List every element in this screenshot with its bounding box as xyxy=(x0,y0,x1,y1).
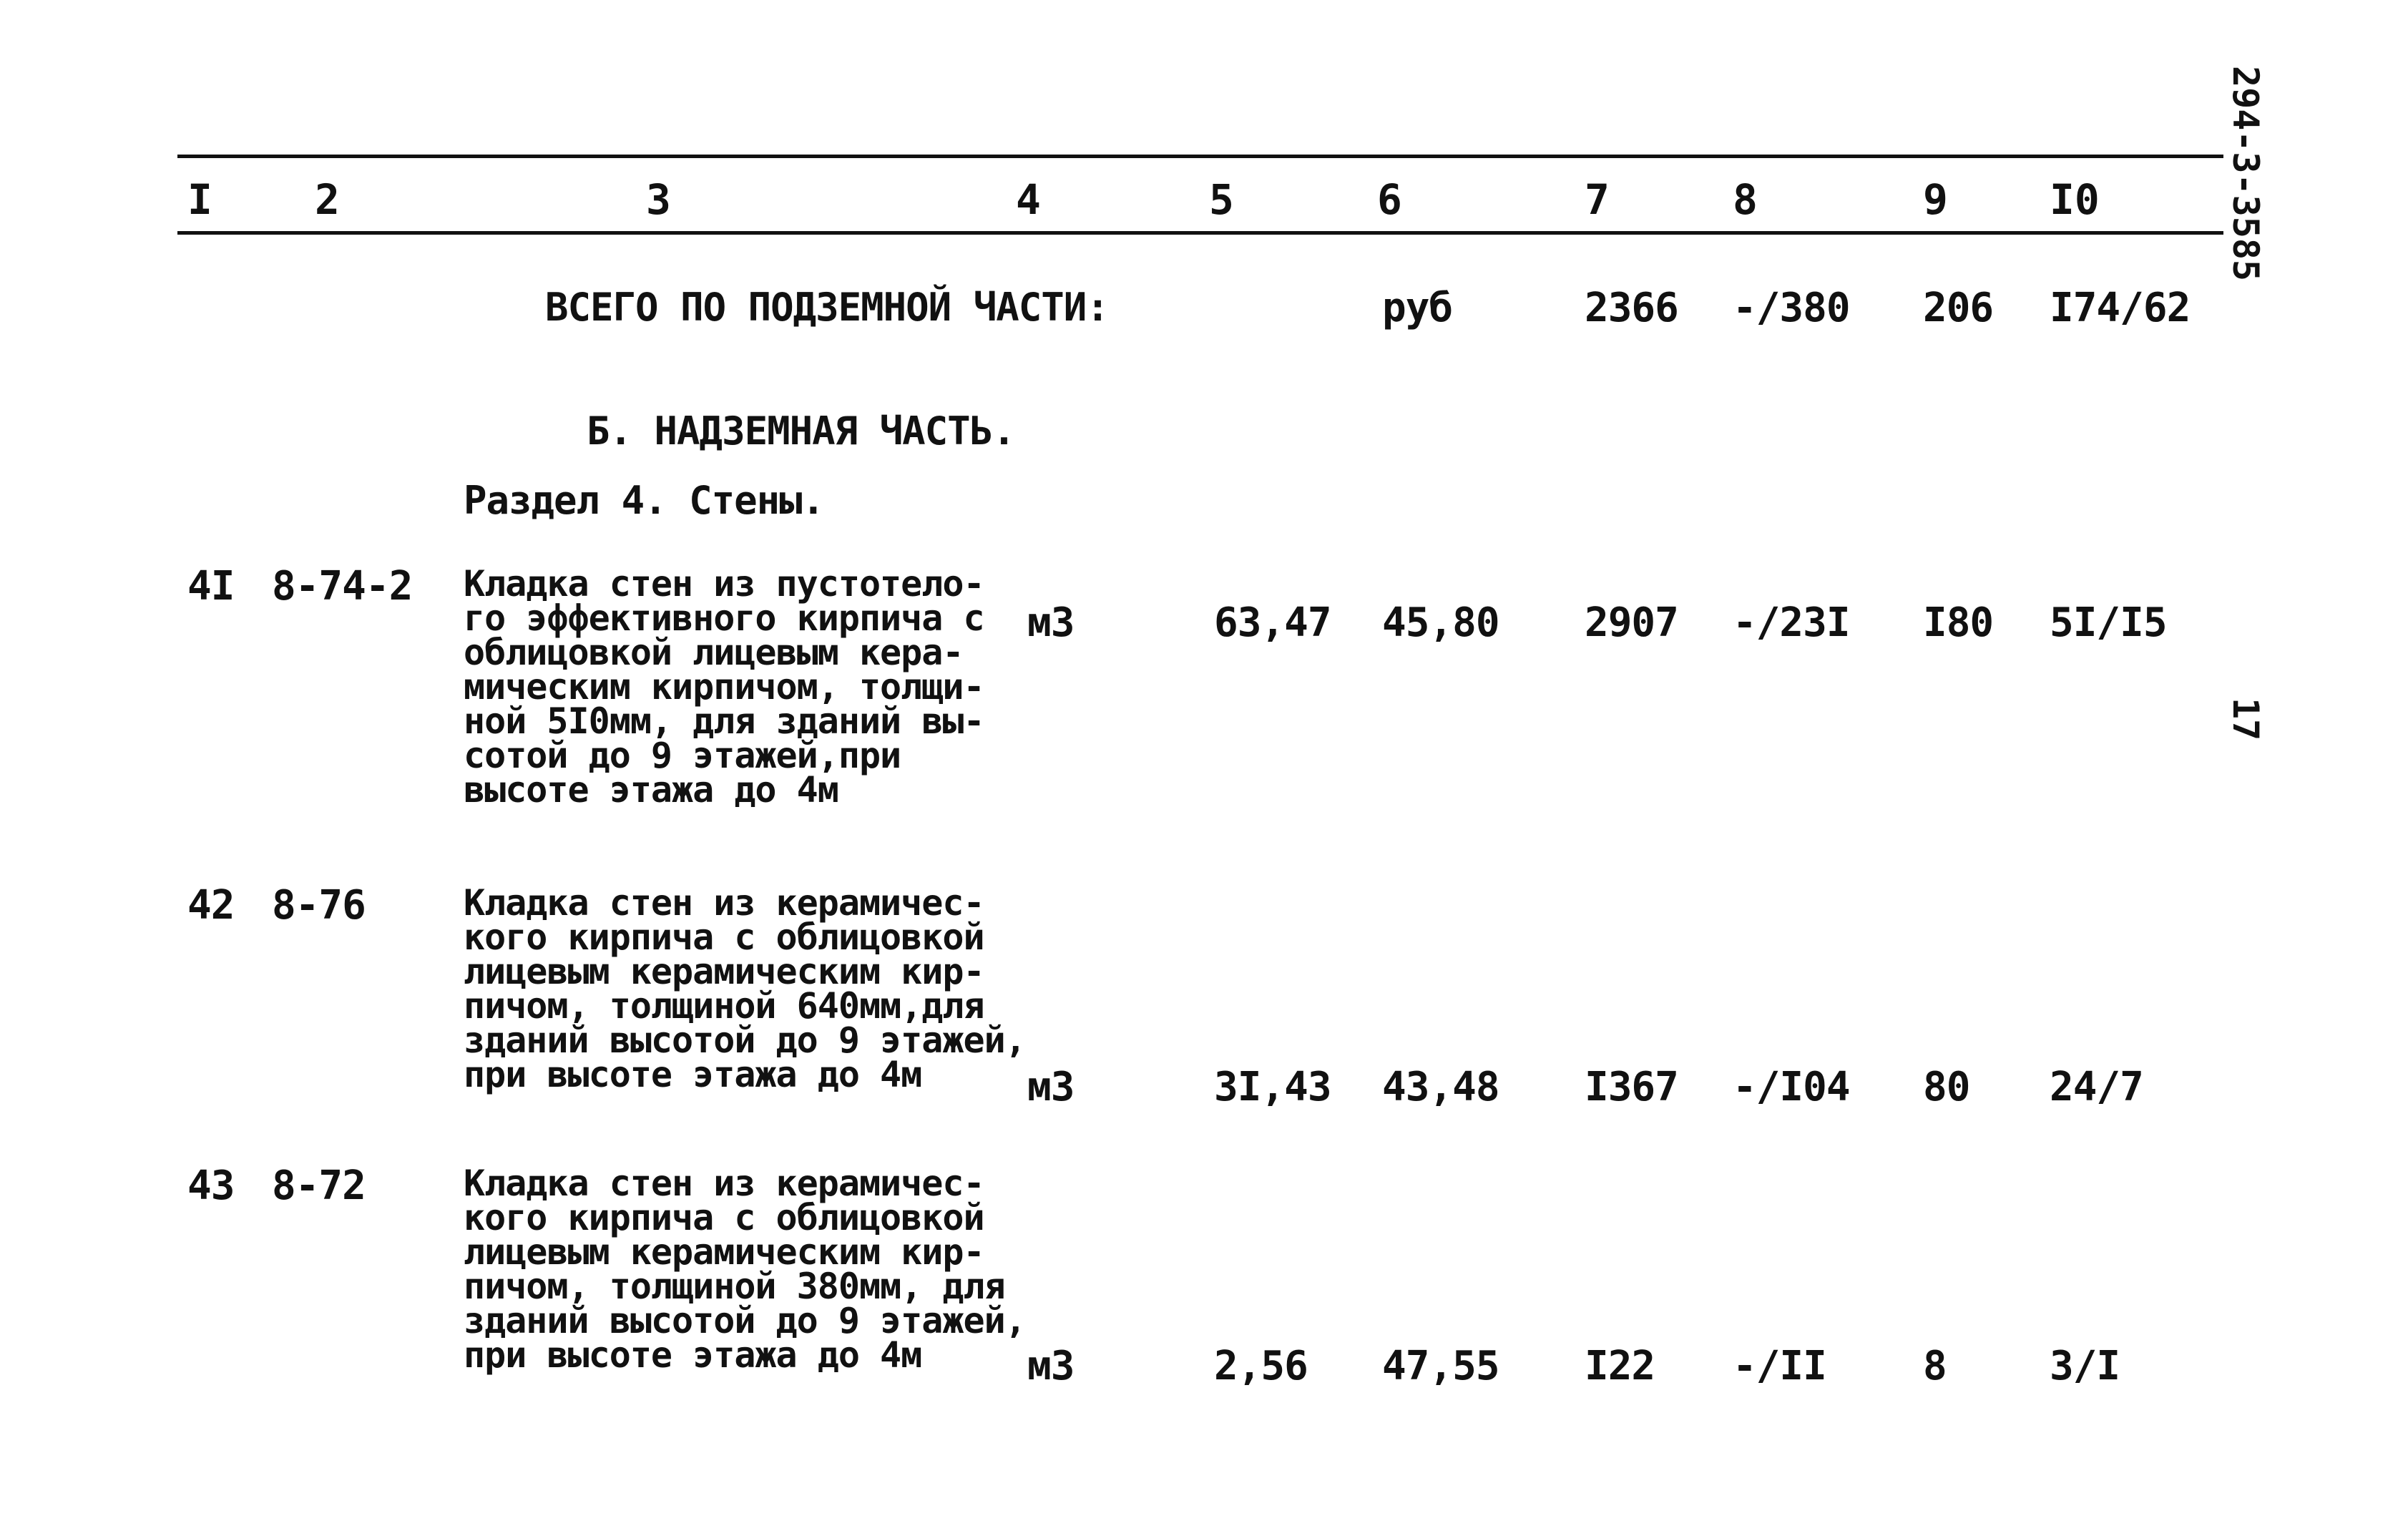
row-price: 45,80 xyxy=(1382,600,1499,646)
header-bottom-rule xyxy=(177,231,2223,235)
row-price: 43,48 xyxy=(1382,1064,1499,1110)
row-number: 42 xyxy=(187,882,235,929)
row-col8: -/I04 xyxy=(1733,1064,1850,1110)
row-total: I22 xyxy=(1585,1343,1655,1389)
row-col9: 8 xyxy=(1923,1343,1947,1389)
row-col9: 80 xyxy=(1923,1064,1970,1110)
row-col10: 5I/I5 xyxy=(2050,600,2167,646)
total-col9: 206 xyxy=(1923,285,1994,331)
total-col8: -/380 xyxy=(1733,285,1850,331)
row-unit: м3 xyxy=(1027,1343,1075,1389)
row-price: 47,55 xyxy=(1382,1343,1499,1389)
column-header-7: 7 xyxy=(1585,175,1610,224)
row-quantity: 63,47 xyxy=(1214,600,1331,646)
row-col10: 24/7 xyxy=(2050,1064,2143,1110)
row-number: 43 xyxy=(187,1163,235,1209)
page-number: 17 xyxy=(2225,698,2266,741)
row-description: Кладка стен из керамичес- кого кирпича с облицовкой лицевым керамическим кир- пичом, толщиной 640мм,для зданий высотой до 9 этажей, при высоте этажа до 4м xyxy=(464,882,1026,1095)
row-col9: I80 xyxy=(1923,600,1994,646)
row-unit: м3 xyxy=(1027,600,1075,646)
row-code: 8-72 xyxy=(272,1163,366,1209)
total-col7: 2366 xyxy=(1585,285,1678,331)
row-description: Кладка стен из керамичес- кого кирпича с облицовкой лицевым керамическим кир- пичом, толщиной 380мм, для зданий высотой до 9 этажей, при высоте этажа до 4м xyxy=(464,1163,1026,1376)
column-header-8: 8 xyxy=(1733,175,1758,224)
column-header-5: 5 xyxy=(1209,175,1234,224)
row-unit: м3 xyxy=(1027,1064,1075,1110)
document-code: 294-3-3585 xyxy=(2225,66,2266,282)
row-col8: -/23I xyxy=(1733,600,1850,646)
row-description: Кладка стен из пустотело- го эффективного кирпича с облицовкой лицевым кера- мическим кирпичом, толщи- ной 5I0мм, для зданий вы- сотой до 9 этажей,при высоте этажа до 4м xyxy=(464,563,984,811)
total-col10: I74/62 xyxy=(2050,285,2191,331)
row-total: 2907 xyxy=(1585,600,1678,646)
column-header-1: I xyxy=(187,175,212,224)
part-title: Б. НАДЗЕМНАЯ ЧАСТЬ. xyxy=(587,409,1015,454)
column-header-6: 6 xyxy=(1377,175,1402,224)
column-header-4: 4 xyxy=(1016,175,1041,224)
total-unit: руб xyxy=(1382,285,1453,331)
column-header-2: 2 xyxy=(315,175,340,224)
total-label: ВСЕГО ПО ПОДЗЕМНОЙ ЧАСТИ: xyxy=(545,285,1109,330)
column-header-10: I0 xyxy=(2050,175,2100,224)
row-col8: -/II xyxy=(1733,1343,1826,1389)
column-header-3: 3 xyxy=(646,175,671,224)
row-quantity: 3I,43 xyxy=(1214,1064,1331,1110)
row-number: 4I xyxy=(187,563,235,610)
section-title: Раздел 4. Стены. xyxy=(464,478,825,523)
header-top-rule xyxy=(177,155,2223,158)
row-col10: 3/I xyxy=(2050,1343,2120,1389)
row-quantity: 2,56 xyxy=(1214,1343,1308,1389)
row-code: 8-76 xyxy=(272,882,366,929)
row-code: 8-74-2 xyxy=(272,563,413,610)
column-header-9: 9 xyxy=(1923,175,1948,224)
row-total: I367 xyxy=(1585,1064,1678,1110)
